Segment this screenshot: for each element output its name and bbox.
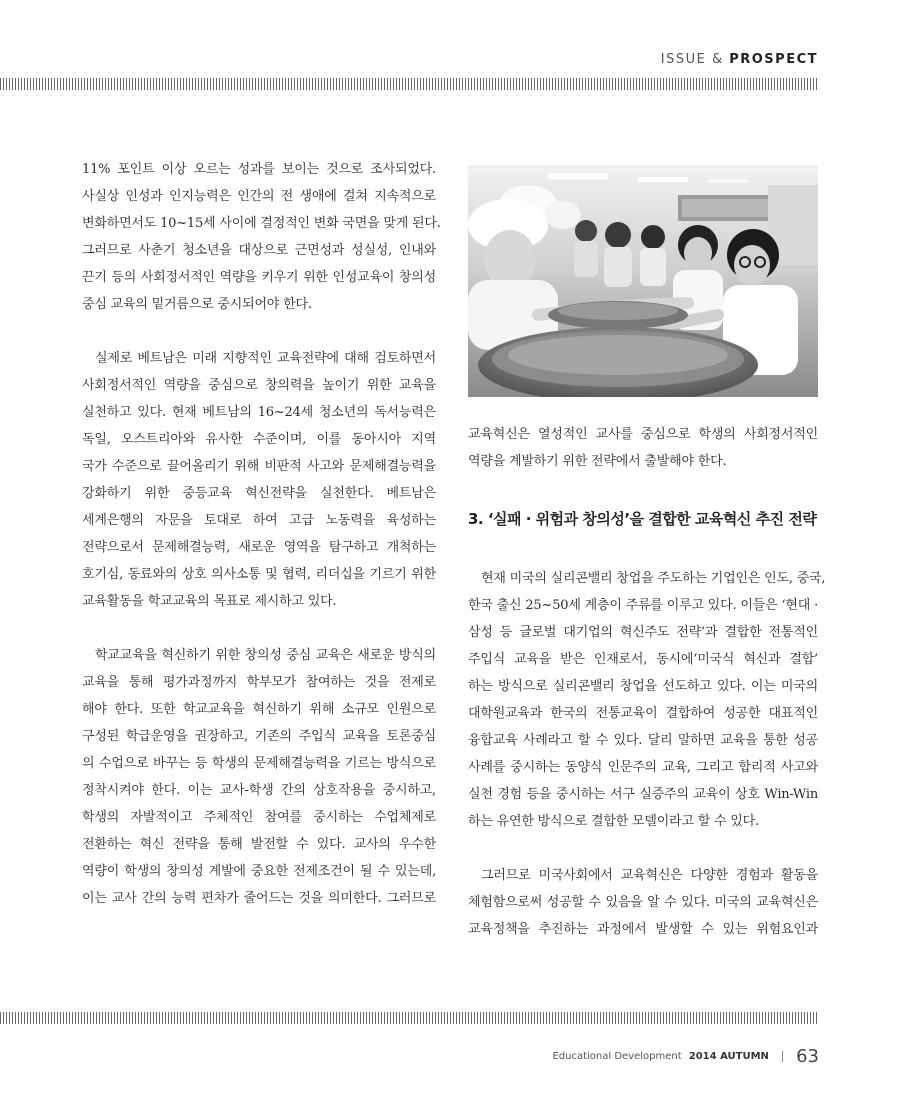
- text-line: 삼성 등 글로벌 대기업의 혁신주도 전략’과 결합한 전통적인: [468, 625, 818, 640]
- text-line: 사례를 중시하는 동양식 인문주의 교육, 그리고 합리적 사고와: [468, 760, 818, 775]
- right-text-column-top: [468, 421, 818, 475]
- text-line: 역량을 계발하기 위한 전략에서 출발해야 한다.: [468, 454, 727, 469]
- text-line: 그러므로 미국사회에서 교육혁신은 다양한 경험과 활동을: [481, 868, 818, 883]
- page-number: 63: [796, 1046, 819, 1067]
- text-line: 사실상 인성과 인지능력은 인간의 전 생애에 걸쳐 지속적으로: [82, 189, 436, 204]
- text-line: 체험함으로써 성공할 수 있음을 알 수 있다. 미국의 교육혁신은: [468, 895, 818, 910]
- text-line: 사회정서적인 역량을 중심으로 창의력을 높이기 위한 교육을: [82, 378, 436, 393]
- text-line: 교육정책을 추진하는 과정에서 발생할 수 있는 위험요인과: [468, 922, 818, 937]
- text-line: 독일, 오스트리아와 유사한 수준이며, 이를 동아시아 지역: [82, 432, 436, 447]
- text-line: 교육활동을 학교교육의 목표로 제시하고 있다.: [82, 594, 337, 609]
- text-line: 한국 출신 25~50세 계층이 주류를 이루고 있다. 이들은 ‘현대 ·: [468, 598, 818, 613]
- text-line: 하는 방식으로 실리콘밸리 창업을 선도하고 있다. 이는 미국의: [468, 679, 818, 694]
- issue-label: 2014 AUTUMN: [688, 1051, 769, 1062]
- text-line: 구성된 학급운영을 권장하고, 기존의 주입식 교육을 토론중심: [82, 729, 436, 744]
- right-text-column: [468, 565, 826, 943]
- text-line: 정착시켜야 한다. 이는 교사-학생 간의 상호작용을 중시하고,: [82, 783, 436, 798]
- text-line: 세계은행의 자문을 토대로 하여 고급 노동력을 육성하는: [82, 513, 436, 528]
- text-line: 전략으로서 문제해결능력, 새로운 영역을 탐구하고 개척하는: [82, 540, 436, 555]
- text-line: 역량이 학생의 창의성 계발에 중요한 전제조건이 될 수 있는데,: [82, 864, 436, 879]
- top-stripe-divider: [0, 78, 818, 90]
- text-line: 호기심, 동료와의 상호 의사소통 및 협력, 리더십을 기르기 위한: [82, 567, 436, 582]
- text-line: 그러므로 사춘기 청소년을 대상으로 근면성과 성실성, 인내와: [82, 243, 436, 258]
- text-line: 융합교육 사례라고 할 수 있다. 달리 말하면 교육을 통한 성공: [468, 733, 818, 748]
- text-line: 교육혁신은 열성적인 교사를 중심으로 학생의 사회정서적인: [468, 427, 818, 442]
- footer-separator: [782, 1051, 783, 1062]
- bottom-stripe-divider: [0, 1012, 818, 1024]
- text-line: 강화하기 위한 중등교육 혁신전략을 실천한다. 베트남은: [82, 486, 436, 501]
- text-line: 11% 포인트 이상 오르는 성과를 보이는 것으로 조사되었다.: [82, 162, 436, 177]
- running-header-strong: PROSPECT: [729, 52, 818, 67]
- text-line: 끈기 등의 사회정서적인 역량을 키우기 위한 인성교육이 창의성: [82, 270, 436, 285]
- photo-students-cooking-class: [468, 165, 818, 397]
- page-footer: [552, 1046, 819, 1067]
- text-line: 대학원교육과 한국의 전통교육이 결합하여 성공한 대표적인: [468, 706, 818, 721]
- text-line: 중심 교육의 밑거름으로 중시되어야 한다.: [82, 297, 312, 312]
- text-line: 학생의 자발적이고 주체적인 참여를 중시하는 수업체제로: [82, 810, 436, 825]
- text-line: 이는 교사 간의 능력 편차가 줄어드는 것을 의미한다. 그러므로: [82, 891, 436, 906]
- section-heading: 3. ‘실패 · 위험과 창의성’을 결합한 교육혁신 추진 전략: [468, 510, 817, 528]
- running-header: [661, 52, 818, 67]
- text-line: 전환하는 혁신 전략을 통해 발전할 수 있다. 교사의 우수한: [82, 837, 436, 852]
- text-line: 실천하고 있다. 현재 베트남의 16~24세 청소년의 독서능력은: [82, 405, 436, 420]
- text-line: 의 수업으로 바꾸는 등 학생의 문제해결능력을 기르는 방식으로: [82, 756, 436, 771]
- left-text-column: [82, 156, 441, 912]
- text-line: 국가 수준으로 끌어올리기 위해 비판적 사고와 문제해결능력을: [82, 459, 436, 474]
- text-line: 실제로 베트남은 미래 지향적인 교육전략에 대해 검토하면서: [95, 351, 436, 366]
- text-line: 실천 경험 등을 중시하는 서구 실증주의 교육이 상호 Win-Win: [468, 787, 818, 802]
- text-line: 현재 미국의 실리콘밸리 창업을 주도하는 기업인은 인도, 중국,: [481, 571, 826, 586]
- text-line: 변화하면서도 10~15세 사이에 결정적인 변화 국면을 맞게 된다.: [82, 216, 441, 231]
- running-header-prefix: ISSUE &: [660, 52, 730, 67]
- text-line: 하는 유연한 방식으로 결합한 모델이라고 할 수 있다.: [468, 814, 759, 829]
- text-line: 학교교육을 혁신하기 위한 창의성 중심 교육은 새로운 방식의: [95, 648, 436, 663]
- text-line: 교육을 통해 평가과정까지 학부모가 참여하는 것을 전제로: [82, 675, 436, 690]
- text-line: 주입식 교육을 받은 인재로서, 동시에‘미국식 혁신과 결합’: [468, 652, 818, 667]
- text-line: 해야 한다. 또한 학교교육을 혁신하기 위해 소규모 인원으로: [82, 702, 436, 717]
- publication-name: Educational Development: [552, 1051, 682, 1062]
